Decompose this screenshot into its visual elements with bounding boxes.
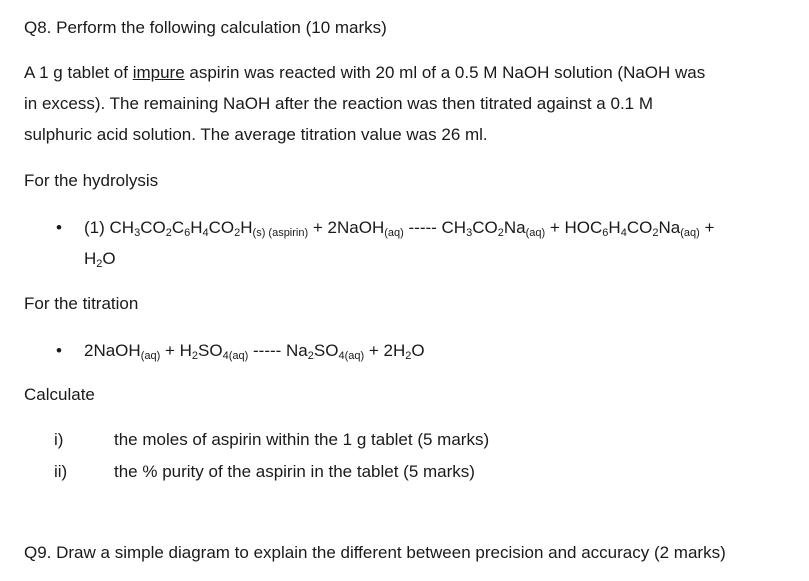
q8-paragraph-line-3: sulphuric acid solution. The average titration value was 26 ml. bbox=[24, 125, 488, 144]
q8-heading: Q8. Perform the following calculation (10 marks) bbox=[24, 18, 387, 37]
eq-subscript: 2 bbox=[165, 227, 172, 239]
eq-part: (1) CH bbox=[84, 218, 135, 237]
eq-part: SO bbox=[313, 341, 339, 360]
eq-subscript: 2 bbox=[405, 350, 412, 362]
titration-label: For the titration bbox=[24, 294, 139, 313]
eq-state: (aq) bbox=[344, 350, 365, 362]
eq-subscript: 3 bbox=[134, 227, 141, 239]
eq-part: C bbox=[171, 218, 185, 237]
eq-subscript: 4 bbox=[222, 350, 229, 362]
task-number-2: ii) bbox=[54, 462, 68, 481]
eq-part: ----- CH bbox=[403, 218, 467, 237]
eq-subscript: 6 bbox=[602, 227, 609, 239]
eq-state: (aq) bbox=[140, 350, 161, 362]
task-text-2: the % purity of the aspirin in the tablet (5 marks) bbox=[114, 462, 475, 481]
eq-state: (aq) bbox=[384, 227, 404, 239]
eq-subscript: 2 bbox=[234, 227, 241, 239]
eq-state: (s) (aspirin) bbox=[252, 227, 309, 239]
eq-part: O bbox=[411, 341, 425, 360]
task-text-1: the moles of aspirin within the 1 g tablet (5 marks) bbox=[114, 430, 490, 449]
eq-part: H bbox=[240, 218, 253, 237]
eq-subscript: 3 bbox=[466, 227, 473, 239]
q8-text-segment: aspirin was reacted with 20 ml of a 0.5 M NaOH solution (NaOH was bbox=[184, 63, 706, 82]
q8-paragraph-line-2: in excess). The remaining NaOH after the reaction was then titrated against a 0.1 M bbox=[24, 94, 653, 113]
eq-part: H bbox=[190, 218, 203, 237]
eq-part: + HOC bbox=[545, 218, 603, 237]
titration-equation bbox=[84, 341, 425, 366]
eq-state: (aq) bbox=[680, 227, 700, 239]
eq-subscript: 2 bbox=[307, 350, 314, 362]
eq-part: CO bbox=[208, 218, 235, 237]
eq-subscript: 6 bbox=[184, 227, 191, 239]
hydrolysis-label: For the hydrolysis bbox=[24, 171, 159, 190]
task-number-1: i) bbox=[54, 430, 64, 449]
hydrolysis-equation-line-1 bbox=[84, 218, 714, 243]
eq-subscript: 2 bbox=[96, 258, 103, 270]
eq-part: CO bbox=[626, 218, 653, 237]
eq-part: H bbox=[608, 218, 621, 237]
eq-subscript: 2 bbox=[497, 227, 504, 239]
eq-part: H bbox=[84, 249, 97, 268]
eq-part: + bbox=[699, 218, 715, 237]
eq-subscript: 4 bbox=[620, 227, 627, 239]
bullet-icon: • bbox=[56, 341, 62, 360]
eq-part: + 2NaOH bbox=[308, 218, 385, 237]
eq-part: CO bbox=[140, 218, 166, 237]
eq-part: + H bbox=[160, 341, 192, 360]
eq-part: O bbox=[102, 249, 116, 268]
eq-part: SO bbox=[198, 341, 223, 360]
eq-subscript: 4 bbox=[338, 350, 345, 362]
eq-part: Na bbox=[503, 218, 526, 237]
eq-part: 2NaOH bbox=[84, 341, 141, 360]
eq-state: (aq) bbox=[228, 350, 249, 362]
eq-subscript: 2 bbox=[191, 350, 199, 362]
q9-heading: Q9. Draw a simple diagram to explain the different between precision and accuracy (2 marks) bbox=[24, 543, 726, 562]
eq-state: (aq) bbox=[525, 227, 546, 239]
q8-paragraph-line-1 bbox=[24, 63, 705, 83]
eq-subscript: 4 bbox=[202, 227, 209, 239]
eq-part: ----- Na bbox=[248, 341, 308, 360]
eq-part: CO bbox=[472, 218, 498, 237]
calculate-label: Calculate bbox=[24, 385, 95, 404]
impure-underlined: impure bbox=[132, 63, 185, 82]
eq-part: Na bbox=[658, 218, 681, 237]
bullet-icon: • bbox=[56, 218, 62, 237]
hydrolysis-equation-line-2 bbox=[84, 249, 116, 274]
eq-part: + 2H bbox=[364, 341, 406, 360]
eq-subscript: 2 bbox=[652, 227, 659, 239]
q8-text-segment: A 1 g tablet of bbox=[24, 63, 133, 82]
